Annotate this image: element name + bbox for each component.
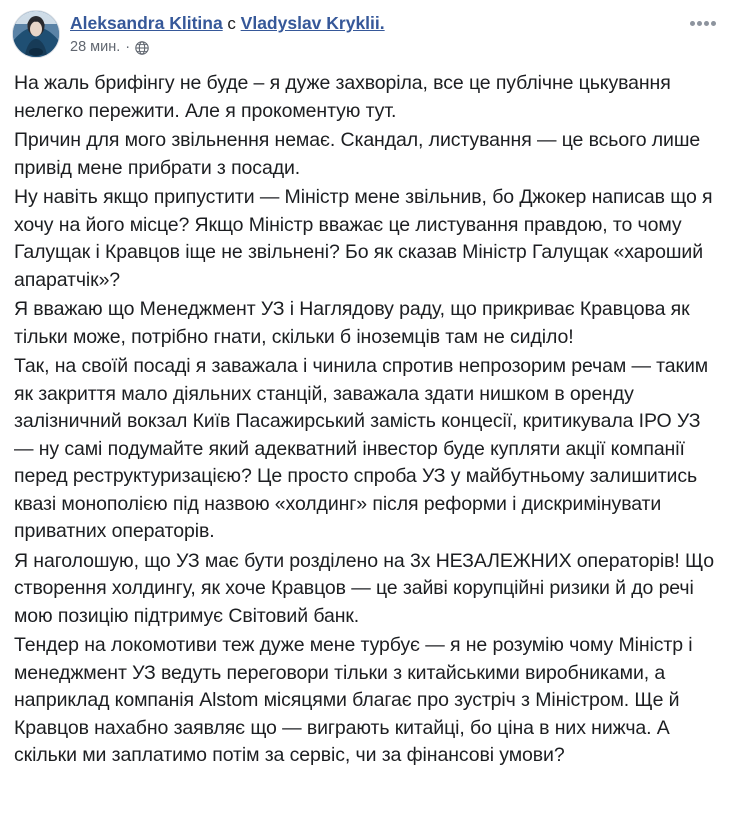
ellipsis-icon[interactable] [690, 14, 716, 32]
post-paragraph: Я вважаю що Менеджмент УЗ і Наглядову раду, що прикриває Кравцова як тільки може, потрібно гнати, скільки б іноземців там не сиділо! [14, 298, 690, 348]
with-label: с [222, 14, 241, 33]
post-byline [70, 12, 718, 35]
avatar[interactable] [12, 10, 60, 58]
ellipsis-dot [711, 21, 716, 26]
post-paragraph: На жаль брифінгу не буде – я дуже захворіла, все це публічне цькування нелегко пережити. Але я прокоментую тут. [14, 72, 671, 122]
ellipsis-dot [697, 21, 702, 26]
post-body [0, 64, 730, 770]
post-header-text [70, 10, 718, 56]
ellipsis-dot [704, 21, 709, 26]
post-timestamp[interactable]: 28 мин. [70, 39, 121, 55]
post-paragraph: Ну навіть якщо припустити — Міністр мене звільнив, бо Джокер написав що я хочу на його місце? Якщо Міністр вважає це листування правдою, то чому Галущак і Кравцов іще не звільнені? Бо як сказав Міністр Галущак «хароший апаратчік»? [14, 186, 713, 291]
meta-separator: · [125, 39, 131, 55]
post-paragraph: Тендер на локомотиви теж дуже мене турбує — я не розумію чому Міністр і менеджмент УЗ ведуть переговори тільки з китайськими виробниками, а наприклад компанія Alstom місяцями благає про зустріч з Міністром. Ще й Кравцов нахабно заявляє що — виграють китайці, бо ціна в них нижча. А скільки ми заплатимо потім за сервіс, чи за фінансові умови? [14, 634, 693, 766]
ellipsis-dot [690, 21, 695, 26]
globe-icon[interactable] [135, 41, 149, 55]
post-paragraph: Так, на своїй посаді я заважала і чинила спротив непрозорим речам — таким як закриття мало діяльних станцій, заважала здати нишком в оренду залізничний вокзал Київ Пасажирський замість концесії, критикувала ІРО УЗ — ну самі подумайте який адекватний інвестор буде купляти акції компанії перед реструктуризацією? Це просто спроба УЗ у майбутньому залишитись квазі монополією під назвою «холдинг» після реформи і дискримінувати приватних операторів. [14, 355, 709, 542]
post-header [0, 0, 730, 64]
tagged-person-link[interactable]: Vladyslav Kryklii. [240, 13, 385, 33]
post-meta [70, 38, 718, 56]
author-name-link[interactable]: Aleksandra Klitina [70, 13, 223, 33]
post-paragraph: Я наголошую, що УЗ має бути розділено на 3х НЕЗАЛЕЖНИХ операторів! Що створення холдингу, як хоче Кравцов — це зайві корупційні ризики й до речі мою позицію підтримує Світовий банк. [14, 549, 714, 627]
post-paragraph: Причин для мого звільнення немає. Скандал, листування — це всього лише привід мене прибрати з посади. [14, 129, 701, 179]
